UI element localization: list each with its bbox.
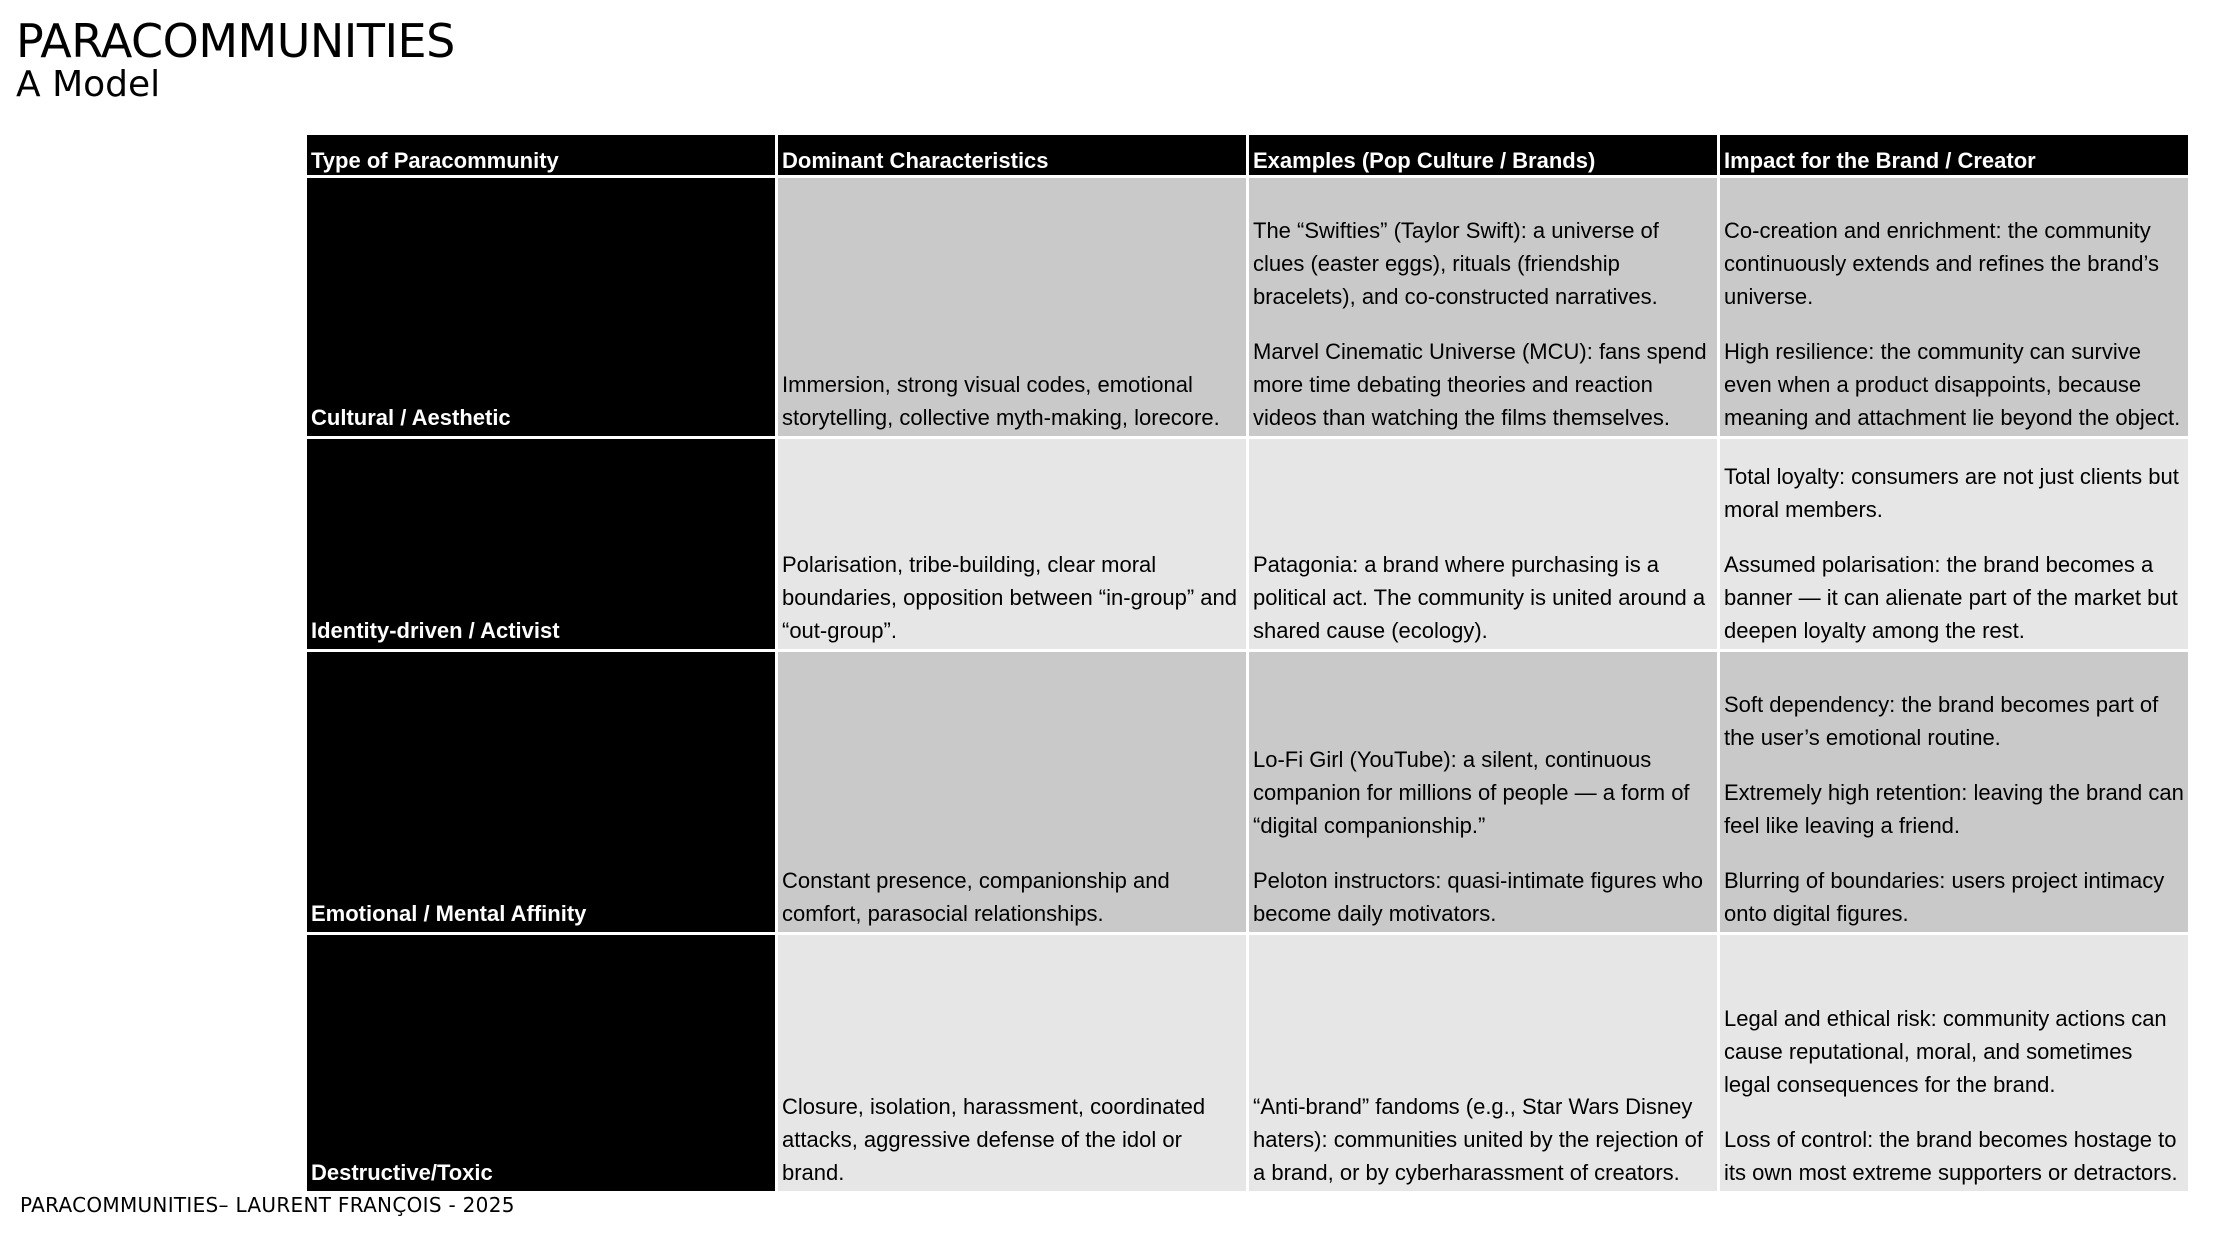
paracommunity-table: [304, 132, 2191, 1194]
example-text: “Anti-brand” fandoms (e.g., Star Wars Disney haters): communities united by the rejection of a brand, or by cyberharassment of creators.: [1253, 1094, 1704, 1185]
type-cell: Identity-driven / Activist: [307, 439, 775, 649]
example-text: The “Swifties” (Taylor Swift): a universe of clues (easter eggs), rituals (friendship bracelets), and co-constructed narratives.: [1253, 218, 1659, 309]
table-row: [307, 935, 2188, 1191]
impact-text: Extremely high retention: leaving the brand can feel like leaving a friend.: [1724, 780, 2184, 838]
impact-text: High resilience: the community can survive even when a product disappoints, because meaning and attachment lie beyond the object.: [1724, 339, 2181, 430]
type-cell: Emotional / Mental Affinity: [307, 652, 775, 932]
type-cell: Destructive/Toxic: [307, 935, 775, 1191]
page-subtitle: A Model: [16, 64, 161, 105]
impact-cell: [1720, 439, 2188, 649]
impact-text: Blurring of boundaries: users project intimacy onto digital figures.: [1724, 868, 2165, 926]
table-header-row: [307, 135, 2188, 175]
table-row: [307, 439, 2188, 649]
impact-text: Soft dependency: the brand becomes part of the user’s emotional routine.: [1724, 692, 2159, 750]
table-row: [307, 652, 2188, 932]
examples-cell: [1249, 178, 1717, 436]
impact-text: Assumed polarisation: the brand becomes a banner — it can alienate part of the market but deepen loyalty among the rest.: [1724, 552, 2178, 643]
characteristics-cell: Polarisation, tribe-building, clear moral boundaries, opposition between “in-group” and “out-group”.: [778, 439, 1246, 649]
examples-cell: [1249, 935, 1717, 1191]
impact-text: Co-creation and enrichment: the community continuously extends and refines the brand’s universe.: [1724, 218, 2159, 309]
impact-cell: [1720, 935, 2188, 1191]
examples-cell: [1249, 439, 1717, 649]
example-text: Patagonia: a brand where purchasing is a political act. The community is united around a shared cause (ecology).: [1253, 552, 1706, 643]
type-cell: Cultural / Aesthetic: [307, 178, 775, 436]
characteristics-cell: Constant presence, companionship and comfort, parasocial relationships.: [778, 652, 1246, 932]
example-text: Marvel Cinematic Universe (MCU): fans spend more time debating theories and reaction videos than watching the films themselves.: [1253, 339, 1707, 430]
characteristics-cell: Immersion, strong visual codes, emotional storytelling, collective myth-making, lorecore.: [778, 178, 1246, 436]
column-header-type: Type of Paracommunity: [307, 135, 775, 175]
characteristics-cell: Closure, isolation, harassment, coordinated attacks, aggressive defense of the idol or brand.: [778, 935, 1246, 1191]
impact-text: Total loyalty: consumers are not just clients but moral members.: [1724, 464, 2179, 522]
examples-cell: [1249, 652, 1717, 932]
impact-cell: [1720, 178, 2188, 436]
column-header-characteristics: Dominant Characteristics: [778, 135, 1246, 175]
impact-text: Legal and ethical risk: community actions can cause reputational, moral, and sometimes legal consequences for the brand.: [1724, 1006, 2167, 1097]
impact-text: Loss of control: the brand becomes hostage to its own most extreme supporters or detractors.: [1724, 1127, 2178, 1185]
example-text: Peloton instructors: quasi-intimate figures who become daily motivators.: [1253, 868, 1703, 926]
column-header-impact: Impact for the Brand / Creator: [1720, 135, 2188, 175]
page-title: PARACOMMUNITIES: [16, 14, 455, 68]
table-row: [307, 178, 2188, 436]
footer-credit: PARACOMMUNITIES– LAURENT FRANÇOIS - 2025: [20, 1193, 515, 1217]
column-header-examples: Examples (Pop Culture / Brands): [1249, 135, 1717, 175]
example-text: Lo-Fi Girl (YouTube): a silent, continuous companion for millions of people — a form of “digital companionship.”: [1253, 747, 1690, 838]
impact-cell: [1720, 652, 2188, 932]
